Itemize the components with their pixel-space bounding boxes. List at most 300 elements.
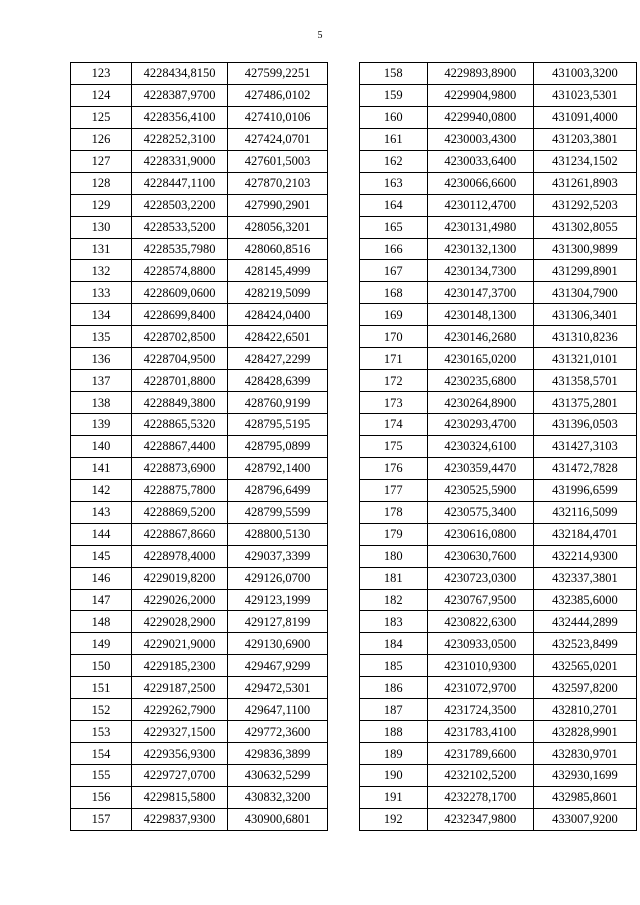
x-coordinate-cell: 4228867,4400 [132,435,228,457]
x-coordinate-cell: 4228704,9500 [132,348,228,370]
x-coordinate-cell: 4228701,8800 [132,370,228,392]
point-number-cell: 128 [71,172,132,194]
table-row [360,765,637,787]
y-coordinate-cell: 431023,5301 [533,84,636,106]
point-number-cell: 187 [360,699,428,721]
x-coordinate-cell: 4228702,8500 [132,326,228,348]
column-gap [328,150,360,172]
x-coordinate-cell: 4229262,7900 [132,699,228,721]
x-coordinate-cell: 4230723,0300 [427,567,533,589]
y-coordinate-cell: 429037,3399 [228,545,328,567]
y-coordinate-cell: 427424,0701 [228,128,328,150]
point-number-cell: 168 [360,282,428,304]
x-coordinate-cell: 4232347,9800 [427,808,533,830]
table-row [71,348,360,370]
y-coordinate-cell: 428424,0400 [228,304,328,326]
point-number-cell: 154 [71,743,132,765]
x-coordinate-cell: 4230134,7300 [427,260,533,282]
table-row [360,545,637,567]
x-coordinate-cell: 4230235,6800 [427,370,533,392]
point-number-cell: 139 [71,414,132,436]
table-row [71,545,360,567]
table-row [71,699,360,721]
x-coordinate-cell: 4228849,3800 [132,392,228,414]
y-coordinate-cell: 427601,5003 [228,150,328,172]
point-number-cell: 189 [360,743,428,765]
point-number-cell: 171 [360,348,428,370]
point-number-cell: 136 [71,348,132,370]
point-number-cell: 162 [360,150,428,172]
point-number-cell: 140 [71,435,132,457]
x-coordinate-cell: 4231783,4100 [427,721,533,743]
x-coordinate-cell: 4229327,1500 [132,721,228,743]
y-coordinate-cell: 429123,1999 [228,589,328,611]
table-row [360,392,637,414]
table-row [360,699,637,721]
column-gap [328,523,360,545]
page-number: 5 [317,30,323,41]
y-coordinate-cell: 431304,7900 [533,282,636,304]
y-coordinate-cell: 429126,0700 [228,567,328,589]
column-gap [328,457,360,479]
point-number-cell: 183 [360,611,428,633]
y-coordinate-cell: 431396,0503 [533,414,636,436]
point-number-cell: 169 [360,304,428,326]
y-coordinate-cell: 432523,8499 [533,633,636,655]
point-number-cell: 153 [71,721,132,743]
table-row [71,260,360,282]
column-gap [328,392,360,414]
x-coordinate-cell: 4230165,0200 [427,348,533,370]
column-gap [328,699,360,721]
point-number-cell: 151 [71,677,132,699]
x-coordinate-cell: 4228252,3100 [132,128,228,150]
y-coordinate-cell: 428795,5195 [228,414,328,436]
table-row [360,304,637,326]
point-number-cell: 150 [71,655,132,677]
table-row [71,808,360,830]
point-number-cell: 125 [71,106,132,128]
point-number-cell: 138 [71,392,132,414]
y-coordinate-cell: 432184,4701 [533,523,636,545]
point-number-cell: 147 [71,589,132,611]
y-coordinate-cell: 430632,5299 [228,765,328,787]
y-coordinate-cell: 428799,5599 [228,501,328,523]
x-coordinate-cell: 4230525,5900 [427,479,533,501]
column-gap [328,370,360,392]
y-coordinate-cell: 429130,6900 [228,633,328,655]
table-row [71,282,360,304]
point-number-cell: 157 [71,808,132,830]
table-row [360,216,637,238]
point-number-cell: 156 [71,786,132,808]
y-coordinate-cell: 430900,6801 [228,808,328,830]
point-number-cell: 160 [360,106,428,128]
x-coordinate-cell: 4230003,4300 [427,128,533,150]
point-number-cell: 170 [360,326,428,348]
x-coordinate-cell: 4228387,9700 [132,84,228,106]
table-row [360,260,637,282]
x-coordinate-cell: 4229940,0800 [427,106,533,128]
y-coordinate-cell: 431292,5203 [533,194,636,216]
y-coordinate-cell: 427410,0106 [228,106,328,128]
y-coordinate-cell: 428427,2299 [228,348,328,370]
y-coordinate-cell: 427990,2901 [228,194,328,216]
point-number-cell: 127 [71,150,132,172]
y-coordinate-cell: 429467,9299 [228,655,328,677]
point-number-cell: 167 [360,260,428,282]
point-number-cell: 131 [71,238,132,260]
point-number-cell: 141 [71,457,132,479]
table-row [71,677,360,699]
column-gap [328,677,360,699]
x-coordinate-cell: 4229185,2300 [132,655,228,677]
table-row [71,765,360,787]
point-number-cell: 123 [71,63,132,85]
table-row [360,567,637,589]
point-number-cell: 191 [360,786,428,808]
point-number-cell: 134 [71,304,132,326]
table-row [360,238,637,260]
point-number-cell: 149 [71,633,132,655]
column-gap [328,128,360,150]
column-gap [328,435,360,457]
table-row [360,721,637,743]
table-row [360,633,637,655]
x-coordinate-cell: 4228434,8150 [132,63,228,85]
y-coordinate-cell: 428428,6399 [228,370,328,392]
column-gap [328,172,360,194]
table-row [360,348,637,370]
x-coordinate-cell: 4228533,5200 [132,216,228,238]
y-coordinate-cell: 431302,8055 [533,216,636,238]
column-gap [328,260,360,282]
point-number-cell: 146 [71,567,132,589]
x-coordinate-cell: 4230630,7600 [427,545,533,567]
point-number-cell: 145 [71,545,132,567]
y-coordinate-cell: 432337,3801 [533,567,636,589]
y-coordinate-cell: 431300,9899 [533,238,636,260]
y-coordinate-cell: 432985,8601 [533,786,636,808]
y-coordinate-cell: 432930,1699 [533,765,636,787]
x-coordinate-cell: 4228875,7800 [132,479,228,501]
point-number-cell: 176 [360,457,428,479]
point-number-cell: 172 [360,370,428,392]
point-number-cell: 155 [71,765,132,787]
coordinates-table-left [70,62,360,831]
point-number-cell: 143 [71,501,132,523]
point-number-cell: 135 [71,326,132,348]
point-number-cell: 132 [71,260,132,282]
table-row [360,655,637,677]
x-coordinate-cell: 4228356,4100 [132,106,228,128]
x-coordinate-cell: 4228503,2200 [132,194,228,216]
y-coordinate-cell: 428800,5130 [228,523,328,545]
x-coordinate-cell: 4228609,0600 [132,282,228,304]
y-coordinate-cell: 432830,9701 [533,743,636,765]
table-row [71,457,360,479]
table-row [71,501,360,523]
x-coordinate-cell: 4230033,6400 [427,150,533,172]
table-row [71,84,360,106]
table-row [360,282,637,304]
table-row [71,479,360,501]
y-coordinate-cell: 431310,8236 [533,326,636,348]
x-coordinate-cell: 4228873,6900 [132,457,228,479]
table-row [71,216,360,238]
y-coordinate-cell: 428760,9199 [228,392,328,414]
y-coordinate-cell: 432385,6000 [533,589,636,611]
x-coordinate-cell: 4229893,8900 [427,63,533,85]
y-coordinate-cell: 431299,8901 [533,260,636,282]
y-coordinate-cell: 431234,1502 [533,150,636,172]
x-coordinate-cell: 4230146,2680 [427,326,533,348]
table-row [71,106,360,128]
point-number-cell: 190 [360,765,428,787]
x-coordinate-cell: 4230933,0500 [427,633,533,655]
column-gap [328,501,360,523]
table-row [71,743,360,765]
x-coordinate-cell: 4230148,1300 [427,304,533,326]
y-coordinate-cell: 432565,0201 [533,655,636,677]
point-number-cell: 181 [360,567,428,589]
y-coordinate-cell: 429127,8199 [228,611,328,633]
point-number-cell: 144 [71,523,132,545]
x-coordinate-cell: 4231724,3500 [427,699,533,721]
column-gap [328,655,360,677]
point-number-cell: 185 [360,655,428,677]
x-coordinate-cell: 4231789,6600 [427,743,533,765]
point-number-cell: 124 [71,84,132,106]
column-gap [328,194,360,216]
table-row [360,808,637,830]
x-coordinate-cell: 4230264,8900 [427,392,533,414]
x-coordinate-cell: 4230822,6300 [427,611,533,633]
x-coordinate-cell: 4230112,4700 [427,194,533,216]
table-row [360,63,637,85]
y-coordinate-cell: 431321,0101 [533,348,636,370]
y-coordinate-cell: 431261,8903 [533,172,636,194]
column-gap [328,84,360,106]
column-gap [328,238,360,260]
table-row [71,414,360,436]
point-number-cell: 180 [360,545,428,567]
point-number-cell: 192 [360,808,428,830]
y-coordinate-cell: 430832,3200 [228,786,328,808]
column-gap [328,216,360,238]
column-gap [328,282,360,304]
point-number-cell: 161 [360,128,428,150]
point-number-cell: 159 [360,84,428,106]
x-coordinate-cell: 4229019,8200 [132,567,228,589]
y-coordinate-cell: 432810,2701 [533,699,636,721]
x-coordinate-cell: 4228447,1100 [132,172,228,194]
y-coordinate-cell: 431472,7828 [533,457,636,479]
table-row [360,172,637,194]
table-row [71,172,360,194]
point-number-cell: 186 [360,677,428,699]
point-number-cell: 173 [360,392,428,414]
table-row [360,194,637,216]
x-coordinate-cell: 4230066,6600 [427,172,533,194]
table-row [360,326,637,348]
column-gap [328,304,360,326]
table-row [360,128,637,150]
x-coordinate-cell: 4228978,4000 [132,545,228,567]
y-coordinate-cell: 428056,3201 [228,216,328,238]
table-row [360,589,637,611]
point-number-cell: 178 [360,501,428,523]
point-number-cell: 182 [360,589,428,611]
column-gap [328,414,360,436]
x-coordinate-cell: 4228869,5200 [132,501,228,523]
y-coordinate-cell: 428422,6501 [228,326,328,348]
y-coordinate-cell: 428060,8516 [228,238,328,260]
y-coordinate-cell: 431203,3801 [533,128,636,150]
y-coordinate-cell: 429772,3600 [228,721,328,743]
column-gap [328,63,360,85]
table-row [71,63,360,85]
x-coordinate-cell: 4228699,8400 [132,304,228,326]
column-gap [328,545,360,567]
column-gap [328,765,360,787]
table-row [71,326,360,348]
column-gap [328,786,360,808]
y-coordinate-cell: 428219,5099 [228,282,328,304]
point-number-cell: 184 [360,633,428,655]
x-coordinate-cell: 4230575,3400 [427,501,533,523]
table-row [360,457,637,479]
y-coordinate-cell: 428792,1400 [228,457,328,479]
table-row [360,84,637,106]
column-gap [328,106,360,128]
y-coordinate-cell: 431427,3103 [533,435,636,457]
point-number-cell: 137 [71,370,132,392]
table-row [360,677,637,699]
point-number-cell: 166 [360,238,428,260]
column-gap [328,589,360,611]
table-row [71,611,360,633]
y-coordinate-cell: 431358,5701 [533,370,636,392]
column-gap [328,567,360,589]
x-coordinate-cell: 4231072,9700 [427,677,533,699]
table-row [71,435,360,457]
y-coordinate-cell: 431996,6599 [533,479,636,501]
x-coordinate-cell: 4230767,9500 [427,589,533,611]
x-coordinate-cell: 4232102,5200 [427,765,533,787]
y-coordinate-cell: 428795,0899 [228,435,328,457]
table-row [71,304,360,326]
table-row [71,786,360,808]
x-coordinate-cell: 4229026,2000 [132,589,228,611]
column-gap [328,326,360,348]
x-coordinate-cell: 4229028,2900 [132,611,228,633]
y-coordinate-cell: 431091,4000 [533,106,636,128]
table-row [71,567,360,589]
x-coordinate-cell: 4230359,4470 [427,457,533,479]
table-row [360,743,637,765]
x-coordinate-cell: 4228865,5320 [132,414,228,436]
x-coordinate-cell: 4229904,9800 [427,84,533,106]
table-row [360,479,637,501]
column-gap [328,611,360,633]
point-number-cell: 188 [360,721,428,743]
y-coordinate-cell: 431003,3200 [533,63,636,85]
x-coordinate-cell: 4229837,9300 [132,808,228,830]
x-coordinate-cell: 4230131,4980 [427,216,533,238]
x-coordinate-cell: 4228574,8800 [132,260,228,282]
x-coordinate-cell: 4228331,9000 [132,150,228,172]
y-coordinate-cell: 432214,9300 [533,545,636,567]
column-gap [328,479,360,501]
table-row [71,523,360,545]
point-number-cell: 175 [360,435,428,457]
point-number-cell: 177 [360,479,428,501]
column-gap [328,808,360,830]
point-number-cell: 148 [71,611,132,633]
point-number-cell: 158 [360,63,428,85]
table-row [71,655,360,677]
y-coordinate-cell: 428796,6499 [228,479,328,501]
x-coordinate-cell: 4228535,7980 [132,238,228,260]
y-coordinate-cell: 431306,3401 [533,304,636,326]
y-coordinate-cell: 432828,9901 [533,721,636,743]
x-coordinate-cell: 4230324,6100 [427,435,533,457]
table-row [71,392,360,414]
point-number-cell: 164 [360,194,428,216]
x-coordinate-cell: 4229727,0700 [132,765,228,787]
point-number-cell: 129 [71,194,132,216]
x-coordinate-cell: 4230147,3700 [427,282,533,304]
table-row [71,370,360,392]
table-row [360,523,637,545]
table-row [360,106,637,128]
y-coordinate-cell: 427870,2103 [228,172,328,194]
table-row [71,128,360,150]
table-row [71,589,360,611]
x-coordinate-cell: 4229021,9000 [132,633,228,655]
x-coordinate-cell: 4228867,8660 [132,523,228,545]
y-coordinate-cell: 432116,5099 [533,501,636,523]
table-row [360,611,637,633]
table-row [360,370,637,392]
x-coordinate-cell: 4229815,5800 [132,786,228,808]
point-number-cell: 163 [360,172,428,194]
point-number-cell: 133 [71,282,132,304]
y-coordinate-cell: 429836,3899 [228,743,328,765]
y-coordinate-cell: 428145,4999 [228,260,328,282]
x-coordinate-cell: 4229356,9300 [132,743,228,765]
table-row [71,721,360,743]
column-gap [328,348,360,370]
point-number-cell: 130 [71,216,132,238]
point-number-cell: 165 [360,216,428,238]
x-coordinate-cell: 4231010,9300 [427,655,533,677]
y-coordinate-cell: 427486,0102 [228,84,328,106]
table-row [71,633,360,655]
column-gap [328,633,360,655]
table-row [71,150,360,172]
y-coordinate-cell: 427599,2251 [228,63,328,85]
y-coordinate-cell: 432444,2899 [533,611,636,633]
column-gap [328,721,360,743]
x-coordinate-cell: 4230293,4700 [427,414,533,436]
table-row [360,435,637,457]
coordinates-table-right [359,62,637,831]
x-coordinate-cell: 4230132,1300 [427,238,533,260]
table-row [360,501,637,523]
y-coordinate-cell: 429472,5301 [228,677,328,699]
